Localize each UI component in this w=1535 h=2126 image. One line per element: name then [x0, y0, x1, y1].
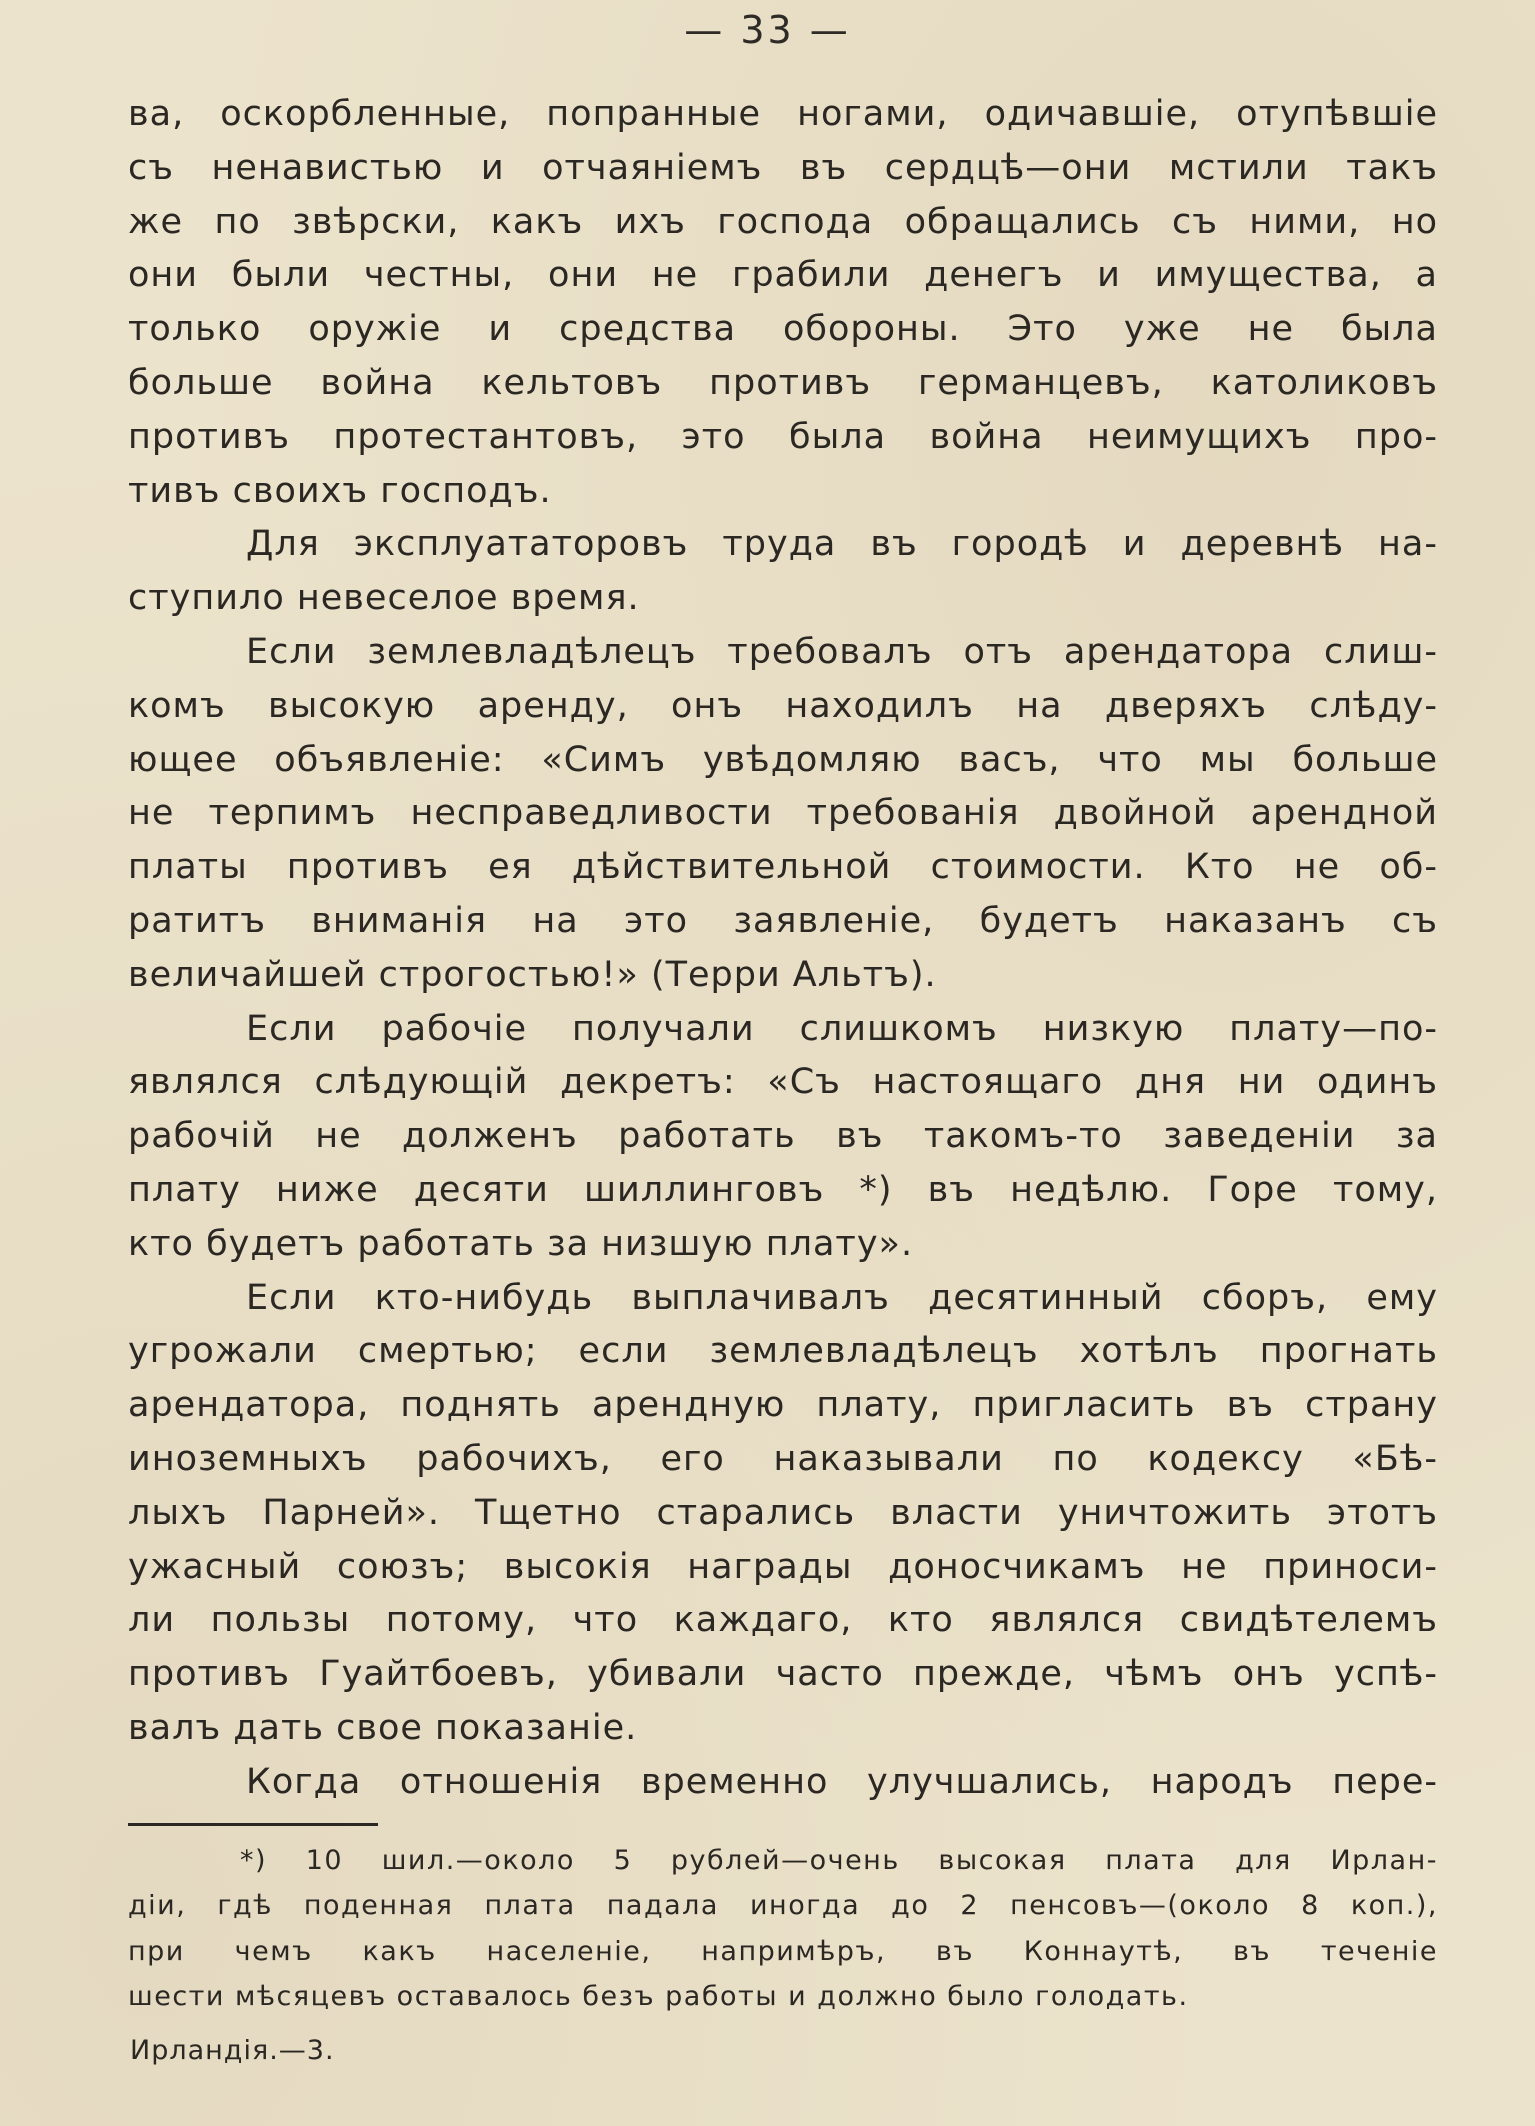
text-line: ступило невеселое время.	[128, 578, 640, 619]
text-line: являлся слѣдующій декретъ: «Съ настоящаго дня ни одинъ	[128, 1062, 1438, 1103]
footnote-line: діи, гдѣ поденная плата падала иногда до 2 пенсовъ—(около 8 коп.),	[128, 1890, 1438, 1922]
text-line: ратитъ вниманія на это заявленіе, будетъ наказанъ съ	[128, 900, 1438, 941]
text-line: величайшей строгостью!» (Терри Альтъ).	[128, 954, 937, 995]
footnote-line: шести мѣсяцевъ оставалось безъ работы и должно было голодать.	[128, 1980, 1189, 2012]
footnote-line: при чемъ какъ населеніе, напримѣръ, въ Коннаутѣ, въ теченіе	[128, 1935, 1438, 1967]
text-line: они были честны, они не грабили денегъ и имущества, а	[128, 255, 1438, 296]
text-line: кто будетъ работать за низшую плату».	[128, 1223, 914, 1264]
text-line: Для эксплуататоровъ труда въ городѣ и деревнѣ на-	[246, 524, 1438, 565]
text-line: тивъ своихъ господъ.	[128, 470, 552, 511]
text-line: платы противъ ея дѣйствительной стоимости. Кто не об-	[128, 847, 1438, 888]
text-line: больше война кельтовъ противъ германцевъ, католиковъ	[128, 362, 1438, 403]
text-line: же по звѣрски, какъ ихъ господа обращались съ ними, но	[128, 201, 1438, 242]
text-line: ужасный союзъ; высокія награды доносчикамъ не приноси-	[128, 1546, 1438, 1587]
signature-mark: Ирландія.—3.	[130, 2035, 335, 2066]
text-line: ва, оскорбленные, попранные ногами, одичавшіе, отупѣвшіе	[128, 94, 1438, 134]
text-line: съ ненавистью и отчаяніемъ въ сердцѣ—они мстили такъ	[128, 147, 1438, 188]
text-line: угрожали смертью; если землевладѣлецъ хотѣлъ прогнать	[128, 1331, 1438, 1372]
text-line: не терпимъ несправедливости требованія двойной арендной	[128, 793, 1438, 834]
text-line: арендатора, поднять арендную плату, пригласить въ страну	[128, 1385, 1438, 1426]
text-line: противъ протестантовъ, это была война неимущихъ про-	[128, 416, 1438, 457]
text-line: иноземныхъ рабочихъ, его наказывали по кодексу «Бѣ-	[128, 1438, 1438, 1479]
text-line: Когда отношенія временно улучшались, народъ пере-	[246, 1761, 1438, 1802]
footnote	[128, 1838, 1438, 2019]
footnote-divider	[128, 1823, 378, 1826]
text-line: лыхъ Парней». Тщетно старались власти уничтожить этотъ	[128, 1492, 1438, 1533]
page-number: — 33 —	[684, 8, 851, 52]
text-line: Если землевладѣлецъ требовалъ отъ арендатора слиш-	[246, 631, 1438, 672]
text-line: противъ Гуайтбоевъ, убивали часто прежде, чѣмъ онъ успѣ-	[128, 1654, 1438, 1695]
text-line: Если рабочіе получали слишкомъ низкую плату—по-	[246, 1008, 1438, 1049]
footnote-line: *) 10 шил.—около 5 рублей—очень высокая плата для Ирлан-	[240, 1845, 1438, 1876]
text-line: Если кто-нибудь выплачивалъ десятинный сборъ, ему	[246, 1277, 1438, 1318]
text-line: рабочій не долженъ работать въ такомъ-то заведеніи за	[128, 1116, 1438, 1157]
text-line: ли пользы потому, что каждаго, кто являлся свидѣтелемъ	[128, 1600, 1438, 1641]
text-line: плату ниже десяти шиллинговъ *) въ недѣлю. Горе тому,	[128, 1169, 1438, 1210]
text-line: комъ высокую аренду, онъ находилъ на дверяхъ слѣду-	[128, 685, 1438, 726]
text-line: валъ дать свое показаніе.	[128, 1707, 638, 1748]
text-line: ющее объявленіе: «Симъ увѣдомляю васъ, что мы больше	[128, 739, 1438, 780]
text-line: только оружіе и средства обороны. Это уже не была	[128, 309, 1438, 350]
main-text	[128, 88, 1438, 1810]
